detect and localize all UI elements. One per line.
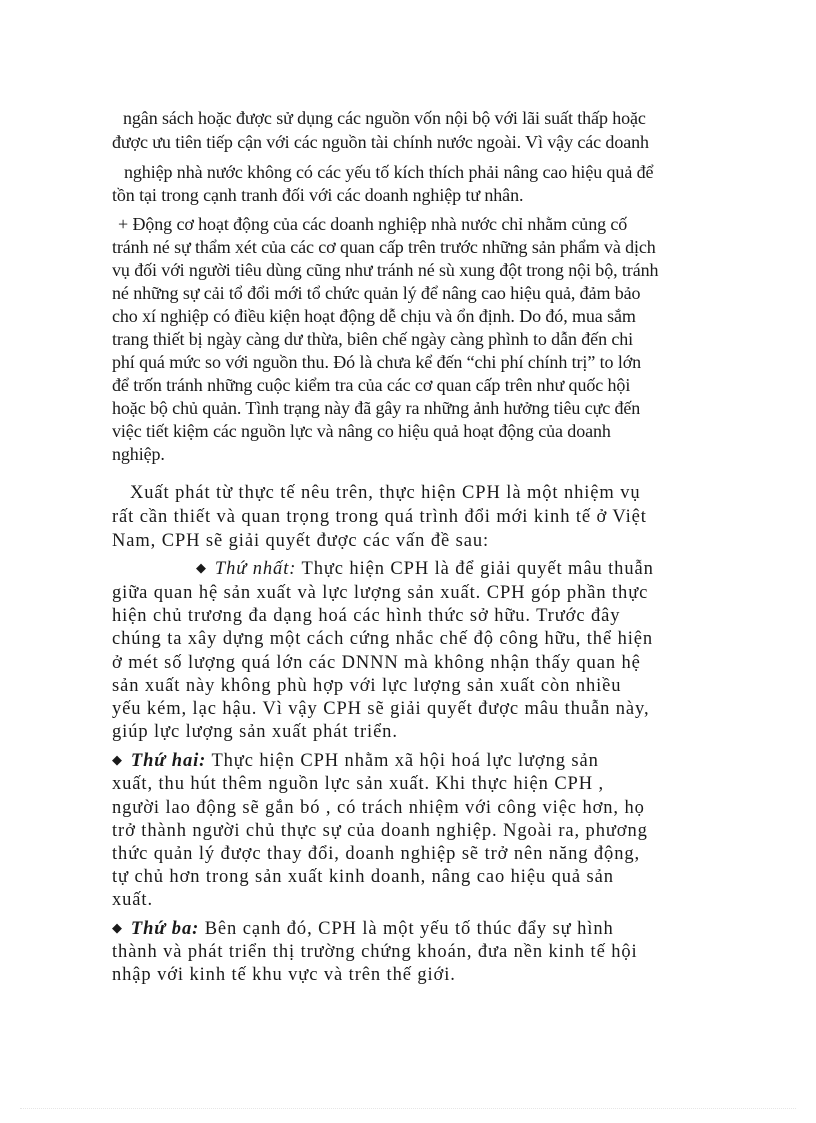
text-line: thức quản lý được thay đổi, doanh nghiệp sẽ trở nên năng động, bbox=[112, 844, 641, 864]
text-line: trở thành người chủ thực sự của doanh nghiệp. Ngoài ra, phương bbox=[112, 821, 648, 841]
bullet-label: Thứ hai: bbox=[130, 751, 207, 771]
text-line: được ưu tiên tiếp cận với các nguồn tài chính nước ngoài. Vì vậy các doanh bbox=[112, 132, 649, 152]
text-line: rất cần thiết và quan trọng trong quá trình đổi mới kinh tế ở Việt bbox=[112, 507, 647, 527]
text-line: nghiệp. bbox=[112, 444, 165, 464]
text-line: cho xí nghiệp có điều kiện hoạt động dễ chịu và ổn định. Do đó, mua sắm bbox=[112, 306, 636, 326]
page-bottom-border bbox=[20, 1108, 796, 1109]
diamond-bullet-icon: ◆ bbox=[112, 920, 123, 935]
text-line: tránh né sự thẩm xét của các cơ quan cấp trên trước những sản phẩm và dịch bbox=[112, 237, 656, 257]
diamond-bullet-icon: ◆ bbox=[112, 752, 123, 767]
text-line: nghiệp nhà nước không có các yếu tố kích thích phải nâng cao hiệu quả để bbox=[124, 162, 654, 182]
text-line: + Động cơ hoạt động của các doanh nghiệp nhà nước chỉ nhằm củng cố bbox=[118, 214, 628, 234]
text-line bbox=[112, 918, 614, 941]
bullet-first-line: Thực hiện CPH nhằm xã hội hoá lực lượng sản bbox=[206, 751, 599, 771]
text-line: Nam, CPH sẽ giải quyết được các vấn đề sau: bbox=[112, 531, 490, 551]
text-line: để trốn tránh những cuộc kiểm tra của các cơ quan cấp trên như quốc hội bbox=[112, 375, 631, 395]
text-line: hiện chủ trương đa dạng hoá các hình thức sở hữu. Trước đây bbox=[112, 606, 621, 626]
bullet-label: Thứ nhất: bbox=[214, 559, 297, 579]
text-line: giữa quan hệ sản xuất và lực lượng sản xuất. CPH góp phần thực bbox=[112, 583, 649, 603]
text-line: tồn tại trong cạnh tranh đối với các doanh nghiệp tư nhân. bbox=[112, 185, 524, 205]
text-line: né những sự cải tổ đổi mới tổ chức quản lý để nâng cao hiệu quả, đảm bảo bbox=[112, 283, 641, 303]
text-line: vụ đối với người tiêu dùng cũng như tránh né sù xung đột trong nội bộ, tránh bbox=[112, 260, 659, 280]
text-line: giúp lực lượng sản xuất phát triển. bbox=[112, 722, 398, 742]
text-line: xuất, thu hút thêm nguồn lực sản xuất. Khi thực hiện CPH , bbox=[112, 774, 605, 794]
text-line: yếu kém, lạc hậu. Vì vậy CPH sẽ giải quyết được mâu thuẫn này, bbox=[112, 699, 650, 719]
text-line: nhập với kinh tế khu vực và trên thế giới. bbox=[112, 965, 456, 985]
text-line: ở mét số lượng quá lớn các DNNN mà không nhận thấy quan hệ bbox=[112, 653, 641, 673]
text-line: Xuất phát từ thực tế nêu trên, thực hiện CPH là một nhiệm vụ bbox=[130, 483, 641, 503]
bullet-label: Thứ ba: bbox=[130, 919, 200, 939]
text-line: sản xuất này không phù hợp với lực lượng sản xuất còn nhiều bbox=[112, 676, 622, 696]
diamond-bullet-icon: ◆ bbox=[196, 560, 207, 575]
text-line: chúng ta xây dựng một cách cứng nhắc chế độ công hữu, thể hiện bbox=[112, 629, 654, 649]
text-line: phí quá mức so với nguồn thu. Đó là chưa kể đến “chi phí chính trị” to lớn bbox=[112, 352, 642, 372]
bullet-first-line: Bên cạnh đó, CPH là một yếu tố thúc đẩy sự hình bbox=[199, 919, 614, 939]
text-line: hoặc bộ chủ quản. Tình trạng này đã gây ra những ảnh hưởng tiêu cực đến bbox=[112, 398, 641, 418]
text-line: người lao động sẽ gắn bó , có trách nhiệm với công việc hơn, họ bbox=[112, 798, 645, 818]
text-line: tự chủ hơn trong sản xuất kinh doanh, nâng cao hiệu quả sản bbox=[112, 867, 614, 887]
bullet-first-line: Thực hiện CPH là để giải quyết mâu thuẫn bbox=[296, 559, 654, 579]
text-line bbox=[196, 558, 654, 581]
text-line: trang thiết bị ngày càng dư thừa, biên chế ngày càng phình to dẫn đến chi bbox=[112, 329, 634, 349]
text-line: xuất. bbox=[112, 890, 153, 910]
text-line: thành và phát triển thị trường chứng khoán, đưa nền kinh tế hội bbox=[112, 942, 638, 962]
text-line bbox=[112, 750, 599, 773]
text-line: việc tiết kiệm các nguồn lực và nâng co hiệu quả hoạt động của doanh bbox=[112, 421, 611, 441]
text-line: ngân sách hoặc được sử dụng các nguồn vốn nội bộ với lãi suất thấp hoặc bbox=[123, 108, 646, 128]
